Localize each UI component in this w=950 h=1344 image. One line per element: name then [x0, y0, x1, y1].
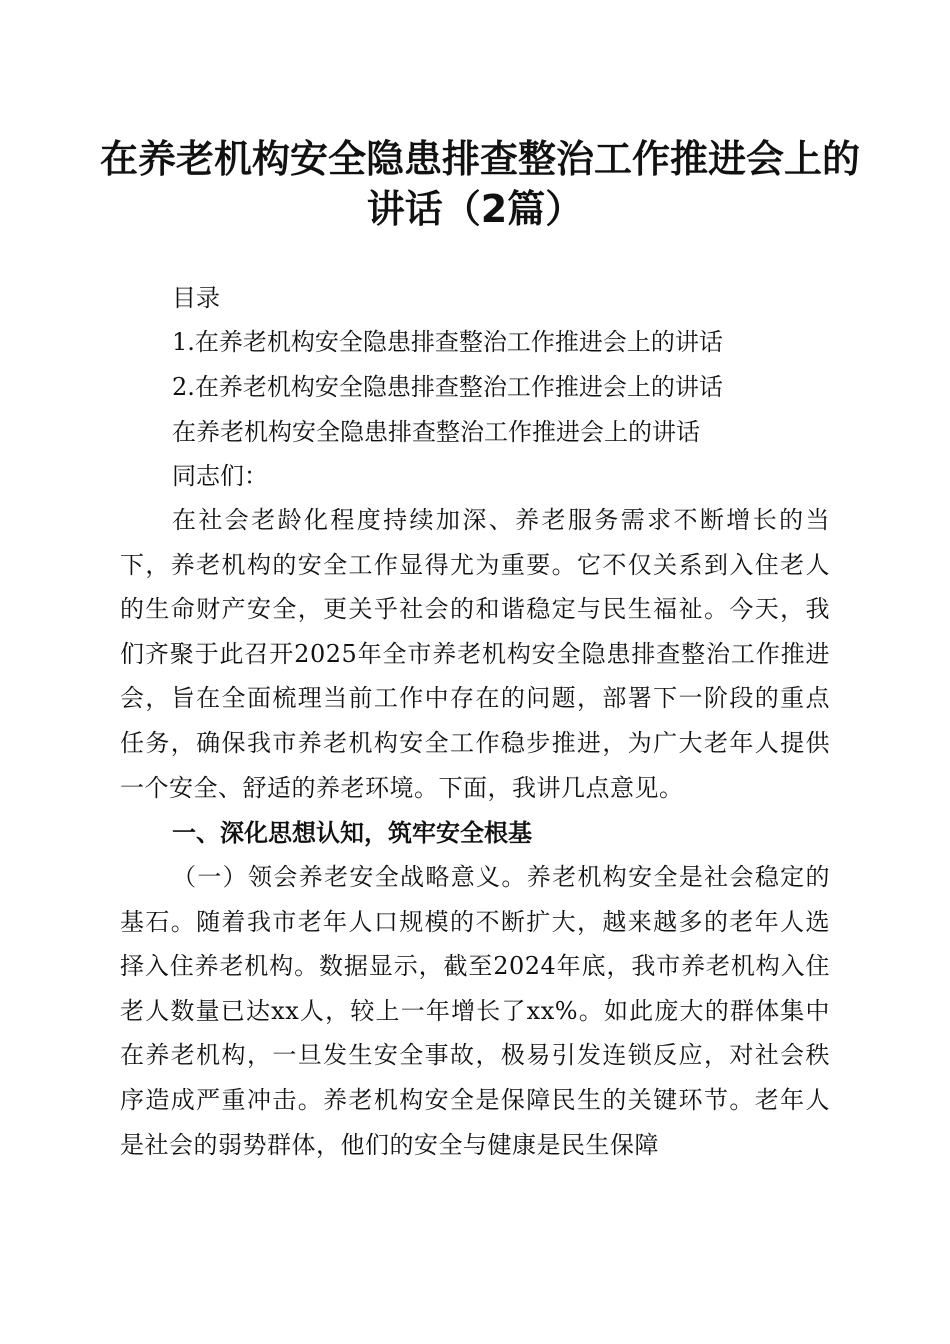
document-title: [100, 134, 861, 234]
intro-paragraph: 在社会老龄化程度持续加深、养老服务需求不断增长的当下，养老机构的安全工作显得尤为重要。它不仅关系到入住老人的生命财产安全，更关乎社会的和谐稳定与民生福祉。今天，我们齐聚于此召开2025年全市养老机构安全隐患排查整治工作推进会，旨在全面梳理当前工作中存在的问题，部署下一阶段的重点任务，确保我市养老机构安全工作稳步推进，为广大老年人提供一个安全、舒适的养老环境。下面，我讲几点意见。: [120, 506, 830, 802]
toc-heading: 目录: [172, 284, 220, 312]
section-1-heading: 一、深化思想认知，筑牢安全根基: [172, 819, 532, 847]
toc-item-1[interactable]: 1.在养老机构安全隐患排查整治工作推进会上的讲话: [172, 328, 723, 356]
toc-item-2[interactable]: 2.在养老机构安全隐患排查整治工作推进会上的讲话: [172, 373, 723, 401]
title-line-2: 讲话（2篇）: [366, 187, 584, 231]
greeting: 同志们：: [172, 462, 268, 490]
title-line-1: 在养老机构安全隐患排查整治工作推进会上的: [100, 137, 861, 181]
speech-title: 在养老机构安全隐患排查整治工作推进会上的讲话: [172, 418, 700, 446]
section-1-paragraph-1: （一）领会养老安全战略意义。养老机构安全是社会稳定的基石。随着我市老年人口规模的不断扩大，越来越多的老年人选择入住养老机构。数据显示，截至2024年底，我市养老机构入住老人数量已达xx人，较上一年增长了xx%。如此庞大的群体集中在养老机构，一旦发生安全事故，极易引发连锁反应，对社会秩序造成严重冲击。养老机构安全是保障民生的关键环节。老年人是社会的弱势群体，他们的安全与健康是民生保障: [120, 863, 830, 1159]
